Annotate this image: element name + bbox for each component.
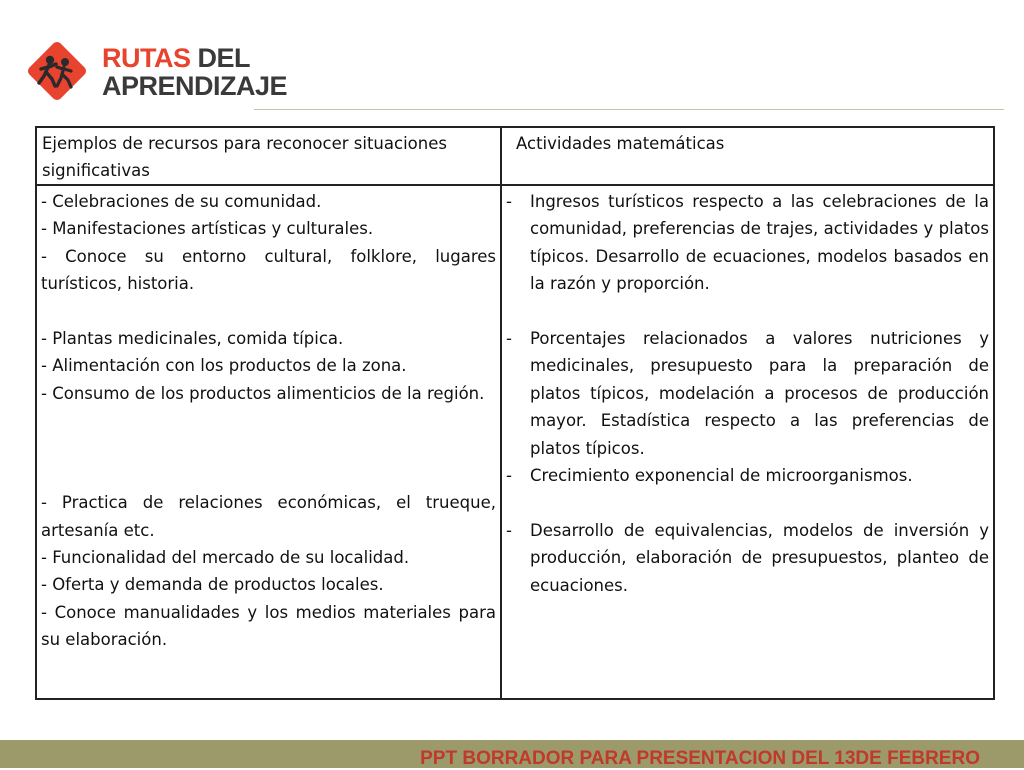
header-divider bbox=[254, 109, 1004, 110]
logo-text bbox=[102, 44, 287, 100]
list-item bbox=[506, 517, 989, 599]
list-item: - Consumo de los productos alimenticios de la región. bbox=[41, 383, 485, 403]
header-cell-left: Ejemplos de recursos para reconocer situaciones significativas bbox=[36, 127, 501, 185]
footer-text: PPT BORRADOR PARA PRESENTACION DEL 13DE FEBRERO bbox=[420, 748, 980, 769]
list-item: - Conoce su entorno cultural, folklore, lugares turísticos, historia. bbox=[41, 246, 496, 294]
list-item-text: Crecimiento exponencial de microorganismos. bbox=[530, 466, 913, 486]
list-item: - Plantas medicinales, comida típica. bbox=[41, 329, 344, 349]
list-item bbox=[506, 462, 989, 489]
list-item bbox=[506, 188, 989, 298]
list-dash: - bbox=[506, 520, 512, 540]
children-running-icon bbox=[22, 36, 92, 106]
list-item-text: Ingresos turísticos respecto a las celebraciones de la comunidad, preferencias de trajes, actividades y platos típicos. Desarrollo de ecuaciones, modelos basados en la razón y proporción. bbox=[530, 192, 989, 294]
footer-bar bbox=[0, 740, 1024, 768]
list-dash: - bbox=[506, 466, 512, 486]
list-item-text: Desarrollo de equivalencias, modelos de inversión y producción, elaboración de presupuestos, planteo de ecuaciones. bbox=[530, 520, 989, 595]
header-cell-right: Actividades matemáticas bbox=[501, 127, 994, 185]
list-item: - Funcionalidad del mercado de su localidad. bbox=[41, 548, 410, 568]
logo-word-rutas: RUTAS bbox=[102, 43, 191, 73]
logo-word-del: DEL bbox=[197, 43, 251, 73]
logo-word-aprendizaje: APRENDIZAJE bbox=[102, 71, 288, 101]
list-item bbox=[506, 325, 989, 462]
logo bbox=[22, 36, 288, 110]
list-item: - Manifestaciones artísticas y culturales. bbox=[41, 219, 374, 239]
list-item: - Conoce manualidades y los medios materiales para su elaboración. bbox=[41, 602, 496, 650]
list-item-text: Porcentajes relacionados a valores nutriciones y medicinales, presupuesto para la preparación de platos típicos, modelación a procesos de producción mayor. Estadística respecto a las preferencias de platos típicos. bbox=[530, 329, 989, 458]
list-dash: - bbox=[506, 192, 512, 211]
list-item: - Oferta y demanda de productos locales. bbox=[41, 575, 384, 595]
list-item: - Alimentación con los productos de la zona. bbox=[41, 356, 407, 376]
list-dash: - bbox=[506, 329, 512, 349]
list-item: - Celebraciones de su comunidad. bbox=[41, 192, 322, 211]
content-table bbox=[35, 126, 995, 700]
table-header-row bbox=[36, 127, 994, 185]
table-row bbox=[36, 185, 994, 699]
cell-activities bbox=[501, 185, 994, 699]
cell-resources bbox=[36, 185, 501, 699]
list-item: - Practica de relaciones económicas, el trueque, artesanía etc. bbox=[41, 493, 496, 540]
